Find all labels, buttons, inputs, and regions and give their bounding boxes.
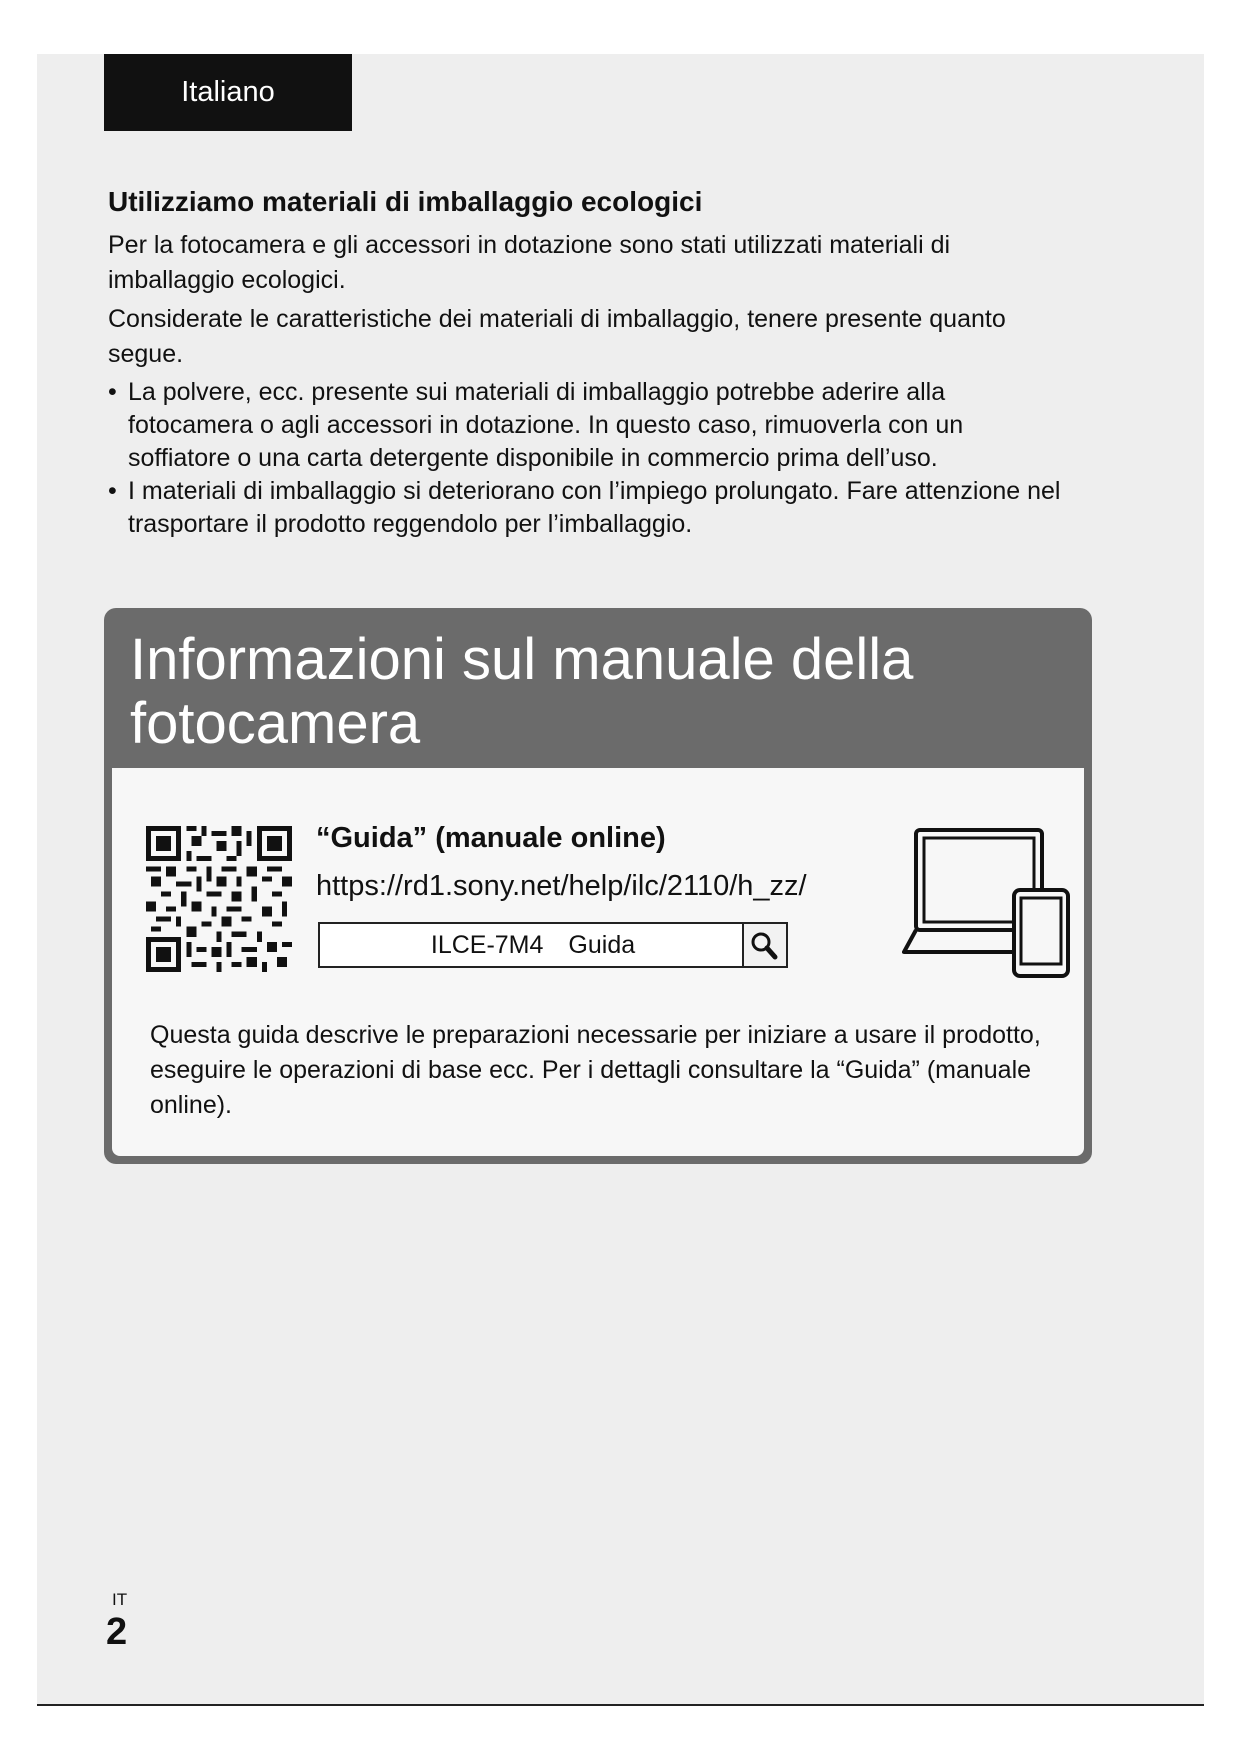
- list-item-text: I materiali di imballaggio si deteriorano con l’impiego prolungato. Fare attenzione nel trasportare il prodotto reggendolo per l’imballaggio.: [128, 477, 1061, 538]
- magnifier-icon: [744, 924, 784, 966]
- manual-info-body: [112, 768, 1084, 1156]
- search-button[interactable]: [742, 924, 786, 966]
- guide-url-link[interactable]: https://rd1.sony.net/help/ilc/2110/h_zz/: [316, 870, 807, 902]
- page-language-code: IT: [112, 1590, 128, 1609]
- eco-bullet-list: [108, 376, 1068, 541]
- list-item-text: La polvere, ecc. presente sui materiali di imballaggio potrebbe aderire alla fotocamera o agli accessori in dotazione. In questo caso, rimuoverla con un soffiatore o una carta detergente disponibile in commercio prima dell’uso.: [128, 378, 964, 472]
- qr-code-icon[interactable]: [146, 826, 292, 972]
- manual-info-box: [104, 608, 1092, 1164]
- list-item: [108, 475, 1068, 541]
- eco-paragraph-2: Considerate le caratteristiche dei materiali di imballaggio, tenere presente quanto segue.: [108, 305, 1006, 368]
- guide-title: “Guida” (manuale online): [316, 822, 666, 854]
- eco-heading: Utilizziamo materiali di imballaggio ecologici: [108, 186, 703, 217]
- list-item: [108, 376, 1068, 475]
- eco-paragraph-1: Per la fotocamera e gli accessori in dotazione sono stati utilizzati materiali di imballaggio ecologici.: [108, 231, 951, 294]
- bottom-rule: [37, 1704, 1204, 1706]
- bullet-icon: •: [108, 477, 117, 505]
- language-tab: Italiano: [104, 54, 352, 131]
- eco-packaging-section: [108, 182, 1068, 541]
- search-field[interactable]: [318, 922, 788, 968]
- laptop-and-phone-icon: [902, 826, 1072, 978]
- page-number: 2: [106, 1611, 128, 1653]
- search-field-text[interactable]: ILCE-7M4 Guida: [430, 931, 636, 959]
- bullet-icon: •: [108, 378, 117, 406]
- manual-info-title: Informazioni sul manuale della fotocamera: [130, 627, 914, 756]
- guide-description: Questa guida descrive le preparazioni necessarie per iniziare a usare il prodotto, eseguire le operazioni di base ecc. Per i dettagli consultare la “Guida” (manuale online).: [150, 1021, 1041, 1119]
